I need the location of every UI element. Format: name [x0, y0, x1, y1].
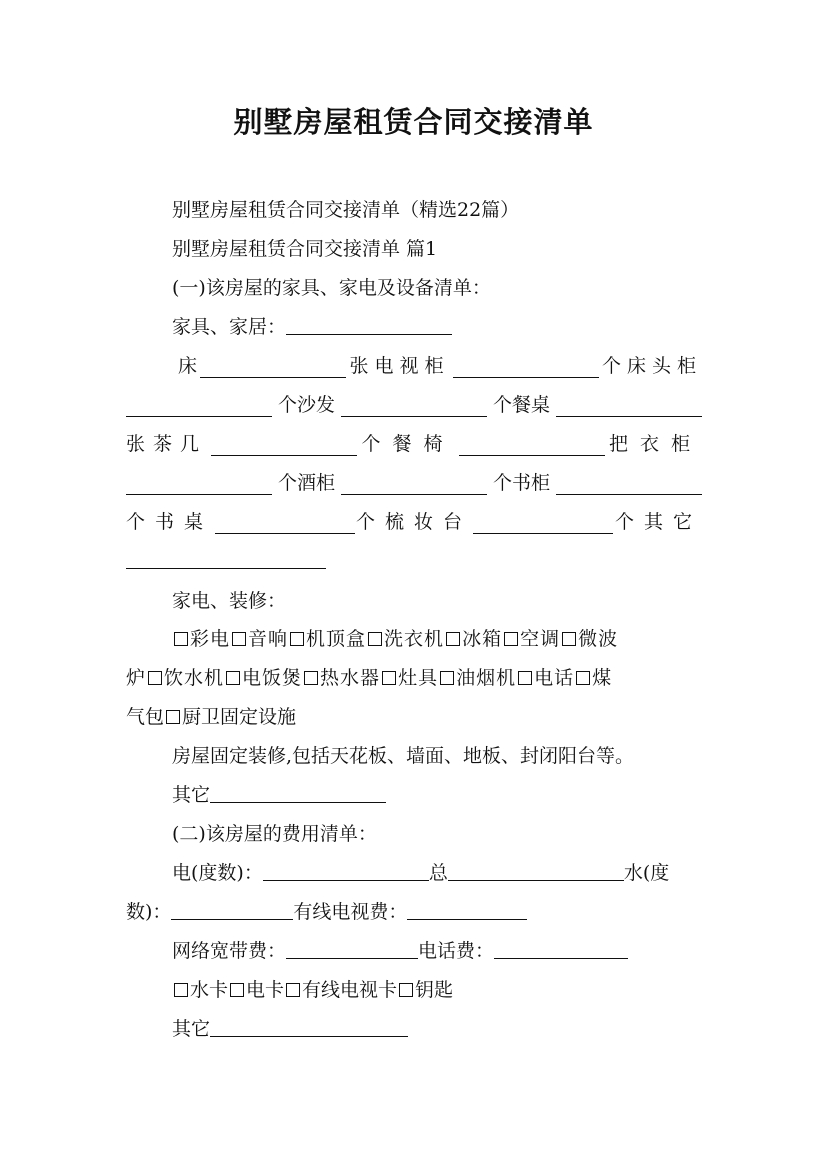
blank-field[interactable]: [459, 437, 605, 456]
checkbox[interactable]: [504, 632, 518, 646]
appliance-item: 空调: [520, 628, 561, 650]
blank-field[interactable]: [215, 515, 355, 534]
appliance-row-2: [126, 666, 612, 690]
section-1-heading: (一)该房屋的家具、家电及设备清单：: [172, 277, 491, 299]
checkbox[interactable]: [166, 710, 180, 724]
fee-label: 数)：: [126, 901, 172, 923]
appliance-item: 冰箱: [462, 628, 503, 650]
appliance-item: 炉: [126, 667, 147, 689]
checkbox[interactable]: [399, 983, 413, 997]
blank-field[interactable]: [556, 398, 702, 417]
blank-field[interactable]: [286, 316, 452, 335]
item-label: 个床头柜: [601, 355, 702, 377]
appliance-item: 彩电: [190, 628, 231, 650]
checkbox[interactable]: [304, 671, 318, 685]
appliance-item: 饮水机: [164, 667, 225, 689]
item-label: 个餐桌: [492, 394, 550, 416]
item-label: 张电视柜: [349, 355, 450, 377]
card-item: 水卡: [190, 979, 229, 1001]
blank-field[interactable]: [473, 515, 613, 534]
blank-field[interactable]: [126, 398, 272, 417]
appliance-item: 煤: [592, 667, 613, 689]
blank-field[interactable]: [210, 1018, 408, 1037]
other-label: 其它: [172, 784, 211, 806]
checkbox[interactable]: [174, 983, 188, 997]
appliance-item: 电话: [534, 667, 575, 689]
other-label: 其它: [172, 1018, 211, 1040]
checkbox[interactable]: [174, 632, 188, 646]
furniture-line-3: [126, 432, 702, 456]
fee-line-2: [126, 900, 527, 924]
cards-line: [172, 978, 453, 1002]
blank-field[interactable]: [126, 476, 272, 495]
furniture-line-2: [126, 393, 702, 417]
blank-field[interactable]: [453, 359, 599, 378]
checkbox[interactable]: [290, 632, 304, 646]
checkbox[interactable]: [446, 632, 460, 646]
appliance-item: 油烟机: [456, 667, 517, 689]
blank-field[interactable]: [126, 550, 326, 569]
blank-field[interactable]: [341, 476, 487, 495]
document-title: 别墅房屋租赁合同交接清单: [233, 105, 594, 139]
fee-label: 电话费：: [418, 940, 495, 962]
appliance-item: 音响: [248, 628, 289, 650]
item-label: 个酒柜: [277, 472, 335, 494]
blank-field[interactable]: [200, 359, 346, 378]
fee-label: 电(度数)：: [172, 862, 263, 884]
checkbox[interactable]: [518, 671, 532, 685]
appliance-item: 气包: [126, 706, 165, 728]
fee-label: 总: [428, 862, 448, 884]
checkbox[interactable]: [576, 671, 590, 685]
item-label: 个梳妆台: [355, 511, 472, 533]
chapter-heading: 别墅房屋租赁合同交接清单 篇1: [172, 238, 438, 260]
blank-field[interactable]: [211, 437, 357, 456]
fee-line-1: [172, 861, 669, 885]
checkbox[interactable]: [148, 671, 162, 685]
appliance-item: 热水器: [320, 667, 381, 689]
other-line-1: [172, 783, 386, 807]
card-item: 有线电视卡: [302, 979, 398, 1001]
furniture-line-6: [126, 549, 326, 573]
checkbox[interactable]: [286, 983, 300, 997]
item-bed: 床: [178, 355, 198, 377]
item-label: 个沙发: [277, 394, 335, 416]
furniture-label: 家具、家居：: [172, 316, 287, 338]
appliance-label: 家电、装修：: [172, 590, 287, 612]
fee-label: 有线电视费：: [293, 901, 408, 923]
appliance-item: 灶具: [398, 667, 439, 689]
item-label: 个书柜: [492, 472, 550, 494]
checkbox[interactable]: [562, 632, 576, 646]
furniture-line-5: [126, 510, 702, 534]
appliance-item: 电饭煲: [242, 667, 303, 689]
checkbox[interactable]: [230, 983, 244, 997]
subtitle: 别墅房屋租赁合同交接清单（精选22篇）: [172, 199, 520, 221]
appliance-row-3: [126, 705, 296, 729]
item-label: 个餐椅: [361, 433, 455, 455]
section-2-heading: (二)该房屋的费用清单：: [172, 823, 377, 845]
checkbox[interactable]: [382, 671, 396, 685]
furniture-label-line: [172, 315, 452, 339]
blank-field[interactable]: [341, 398, 487, 417]
blank-field[interactable]: [263, 862, 429, 881]
appliance-item: 洗衣机: [384, 628, 445, 650]
appliance-item: 机顶盒: [306, 628, 367, 650]
blank-field[interactable]: [407, 901, 527, 920]
appliance-item: 微波: [578, 628, 619, 650]
decoration-text: 房屋固定装修,包括天花板、墙面、地板、封闭阳台等。: [172, 745, 635, 767]
appliance-item: 厨卫固定设施: [182, 706, 297, 728]
furniture-line-1: [126, 354, 702, 378]
item-label: 个其它: [614, 511, 702, 533]
blank-field[interactable]: [286, 940, 418, 959]
item-label: 个书桌: [126, 511, 214, 533]
blank-field[interactable]: [171, 901, 293, 920]
blank-field[interactable]: [210, 784, 386, 803]
blank-field[interactable]: [448, 862, 624, 881]
furniture-line-4: [126, 471, 702, 495]
other-line-2: [172, 1017, 408, 1041]
fee-line-3: [172, 939, 628, 963]
fee-label: 网络宽带费：: [172, 940, 287, 962]
fee-label: 水(度: [623, 862, 670, 884]
card-item: 电卡: [246, 979, 285, 1001]
checkbox[interactable]: [232, 632, 246, 646]
item-label: 张茶几: [126, 433, 208, 455]
checkbox[interactable]: [368, 632, 382, 646]
checkbox[interactable]: [440, 671, 454, 685]
item-label: 把衣柜: [608, 433, 702, 455]
appliance-row-1: [172, 627, 618, 651]
blank-field[interactable]: [556, 476, 702, 495]
card-item: 钥匙: [415, 979, 454, 1001]
blank-field[interactable]: [494, 940, 628, 959]
checkbox[interactable]: [226, 671, 240, 685]
